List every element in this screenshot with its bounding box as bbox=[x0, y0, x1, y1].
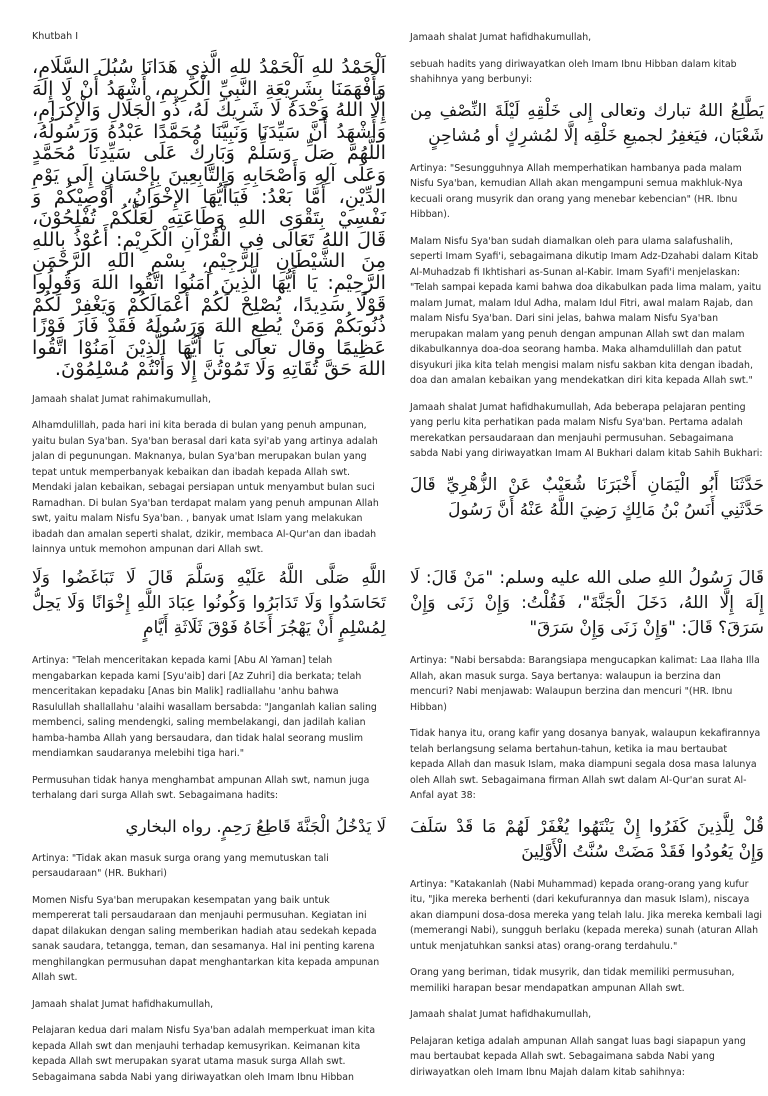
translation-paragraph: Artinya: "Nabi bersabda: Barangsiapa mengucapkan kalimat: Laa Ilaha Illa Allah, akan masuk surga. Saya bertanya: walaupun ia berzina dan mencuri? Nabi menjawab: Walaupun berzina dan mencuri "(HR. Ibnu Hibban) bbox=[410, 655, 760, 713]
arabic-opening-prayer: اَلْحَمْدُ للهِ اَلْحَمْدُ للهِ الَّذِي هَدَانَا سُبُلَ السَّلَامِ، وَأَفْهَمَنَا بِشَرِيْعَةِ النَّبِيِّ الْكَرِيمِ، أَشْهَدُ أَنْ لَا إِلَهَ إِلَّا اللهُ وَحْدَهُ لَا شَرِيكَ لَهُ، ذُو الْجَلَالِ وَالْإِكْرَامِ، وَأَشْهَدُ أَنَّ سَيِّدَنَا وَنَبِيَّنَا مُحَمَّدًا عَبْدُهُ وَرَسُولُهُ، اللَّهُمَّ صَلِّ وَسَلِّمْ وَبَارِكْ عَلَى سَيِّدِنَا مُحَمَّدٍ وَعَلَى آلِهِ وَأَصْحَابِهِ وَالتَّابِعِينَ بِإِحْسَانٍ إِلَى يَوْمِ الدِّيْنِ، أَمَّا بَعْدُ: فَيَاأَيُّهَا الإِخْوَانُ، أُوْصِيْكُمْ وَ نَفْسِيْ بِتَقْوَى اللهِ وَطَاعَتِهِ لَعَلَّكُمْ تُفْلِحُوْنَ، قَالَ اللهُ تَعَالَى فِي الْقُرْآنِ الْكَرِيْمِ: أَعُوْذُ بِاللهِ مِنَ الشَّيْطَانِ الرَّجِيْمِ، بِسْمِ اللهِ الرَّحْمَنِ الرَّحِيْمِ: يَا أَيُّهَا الَّذِينَ آمَنُوا اتَّقُوا اللهَ وَقُولُوا قَوْلًا سَدِيدًا، يُصْلِحْ لَكُمْ أَعْمَالَكُمْ وَيَغْفِرْ لَكُمْ ذُنُوبَكُمْ وَمَنْ يُطِعِ اللهَ وَرَسُولَهُ فَقَدْ فَازَ فَوْزًا عَظِيمًا وقال تعالى يَا أَيُّهَا الَّذِيْنَ آمَنُوْا اتَّقُوا اللهَ حَقَّ تُقَاتِهِ وَلَا تَمُوْتُنَّ إِلَّا وَأَنْتُمْ مُسْلِمُوْنَ. bbox=[32, 55, 386, 381]
body-paragraph: Tidak hanya itu, orang kafir yang dosanya banyak, walaupun kekafirannya telah berlangsung selama bertahun-tahun, ketika ia mau bertaubat kepada Allah dan masuk Islam, maka diampuni segala dosa masa lalunya oleh Allah swt. Sebagaimana firman Allah swt dalam Al-Qur'an surat Al-Anfal ayat 38: bbox=[410, 728, 761, 801]
greeting-paragraph: Jamaah shalat Jumat rahimakumullah, bbox=[32, 393, 211, 405]
arabic-hadith-short: لَا يَدْخُلُ الْجَنَّةَ قَاطِعُ رَحِمٍ. رواه البخاري bbox=[125, 816, 386, 836]
body-paragraph: Alhamdulillah, pada hari ini kita berada di bulan yang penuh ampunan, yaitu bulan Sya'ban. Sya'ban berasal dari kata syi'ab yang artinya adalah jalan di pegunungan. Maknanya, bulan Sya'ban merupakan bulan yang tepat untuk memperbanyak kebaikan dan ibadah kepada Allah swt. Mendaki jalan kebaikan, sebagai persiapan untuk menyambut bulan suci Ramadhan. Di bulan Sya'ban terdapat malam yang penuh ampunan Allah swt, yaitu malam Nisfu Sya'ban. , banyak umat Islam yang melakukan ibadah dan amalan seperti shalat, dzikir, membaca Al-Qur'an dan ibadah lainnya untuk memohon ampunan dari Allah swt. bbox=[32, 420, 379, 556]
body-paragraph: Pelajaran ketiga adalah ampunan Allah sangat luas bagi siapapun yang mau bertaubat kepada Allah swt. Sebagaimana sabda Nabi yang diriwayatkan oleh Imam Ibnu Majah dalam kitab sahihnya: bbox=[410, 1035, 746, 1078]
body-paragraph: sebuah hadits yang diriwayatkan oleh Imam Ibnu Hibban dalam kitab shahihnya yang berbunyi: bbox=[410, 58, 737, 85]
arabic-hadith-chain: حَدَّثَنَا أَبُو الْيَمَانِ أَخْبَرَنَا شُعَيْبٌ عَنْ الزُّهْرِيِّ قَالَ حَدَّثَنِي أَنَسُ بْنُ مَالِكٍ رَضِيَ اللَّهُ عَنْهُ أَنَّ رَسُولَ bbox=[410, 474, 764, 520]
greeting-paragraph: Jamaah shalat Jumat hafidhakumullah, bbox=[410, 1009, 592, 1020]
greeting-paragraph: Jamaah shalat Jumat hafidhakumullah, bbox=[32, 998, 214, 1010]
page-bottom-right bbox=[410, 566, 764, 1091]
arabic-hadith: يَطَّلِعُ اللهُ تبارك وتعالى إِلى خَلْقِهِ لَيْلَةَ النِّصْفِ مِن شَعْبَان، فيَغفِرُ لجميعِ خَلْقِه إلَّا لمُشرِكٍ أو مُشاحِنٍ bbox=[410, 100, 764, 146]
page-top-right bbox=[410, 30, 764, 535]
body-paragraph: Pelajaran kedua dari malam Nisfu Sya'ban adalah memperkuat iman kita kepada Allah swt dan menjauhi terhadap kemusyrikan. Keimanan kita kepada Allah swt merupakan syarat utama masuk surga Allah swt. Sebagaimana sabda Nabi yang diriwayatkan oleh Imam Ibnu Hibban bbox=[32, 1025, 376, 1083]
page-top-left bbox=[32, 30, 386, 569]
body-paragraph: Orang yang beriman, tidak musyrik, dan tidak memiliki permusuhan, memiliki harapan besar mendapatkan ampunan Allah swt. bbox=[410, 967, 735, 994]
body-paragraph: Malam Nisfu Sya'ban sudah diamalkan oleh para ulama salafushalih, seperti Imam Syafi'i, sebagaimana dikutip Imam Adz-Dzahabi dalam Kitab Al-Muhadzab fi Ikhtishari as-Sunan al-Kabir. Imam Syafi'i menjelaskan: "Telah sampai kepada kami bahwa doa dikabulkan pada lima malam, yaitu malam Jumat, malam Idul Adha, malam Idul Fitri, awal malam Rajab, dan malam Nisfu Sya'ban. Dari sini jelas, bahwa malam Nisfu Sya'ban merupakan malam yang penuh dengan ampunan Allah swt dan malam dikabulkannya doa-doa seorang hamba. Maka alhamdulillah dan patut disyukuri jika kita telah mengisi malam nisfu sakban kita dengan ibadah, doa dan amalan kebaikan yang mendekatkan diri kita kepada Allah swt." bbox=[410, 235, 762, 386]
page-bottom-left bbox=[32, 566, 386, 1096]
arabic-hadith: قَالَ رَسُولُ اللهِ صلى الله عليه وسلم: "مَنْ قَالَ: لَا إِلَهَ إِلَّا اللهُ، دَخَلَ الْجَنَّةَ"، فَقُلْتُ: وَإِنْ زَنَى وَإِنْ سَرَقَ؟ قَالَ: "وَإِنْ زَنَى وَإِنْ سَرَقَ" bbox=[410, 568, 764, 638]
translation-paragraph: Artinya: "Tidak akan masuk surga orang yang memutuskan tali persaudaraan" (HR. Bukhari) bbox=[32, 852, 329, 879]
body-paragraph: Momen Nisfu Sya'ban merupakan kesempatan yang baik untuk mempererat tali persaudaraan dan menjauhi permusuhan. Kegiatan ini dapat dilakukan dengan saling memberikan hadiah atau sedekah kepada sanak saudara, tetangga, teman, dan sesamanya. Hal ini penting karena menghilangkan permusuhan dapat menghantarkan kita kepada ampunan Allah swt. bbox=[32, 894, 380, 983]
arabic-quran-verse: قُلْ لِلَّذِينَ كَفَرُوا إِنْ يَنْتَهُوا يُغْفَرْ لَهُمْ مَا قَدْ سَلَفَ وَإِنْ يَعُودُوا فَقَدْ مَضَتْ سُنَّتُ الْأَوَّلِينَ bbox=[410, 816, 764, 862]
body-paragraph: Jamaah shalat Jumat hafidhakumullah, Ada beberapa pelajaran penting yang perlu kita perhatikan pada malam Nisfu Sya'ban. Pertama adalah merekatkan persaudaraan dan menjauhi permusuhan. Sebagaimana sabda Nabi yang diriwayatkan Imam Al Bukhari dalam kitab Sahih Bukhari: bbox=[410, 401, 763, 459]
translation-paragraph: Artinya: "Katakanlah (Nabi Muhammad) kepada orang-orang yang kufur itu, "Jika mereka berhenti (dari kekufurannya dan masuk Islam), niscaya akan diampuni dosa-dosa mereka yang telah lalu. Jika mereka kembali lagi (memerangi Nabi), sungguh berlaku (kepada mereka) sunah (aturan Allah untuk menjatuhkan sanksi atas) orang-orang terdahulu." bbox=[410, 878, 763, 952]
translation-paragraph: Artinya: "Telah menceritakan kepada kami [Abu Al Yaman] telah mengabarkan kepada kami [Syu'aib] dari [Az Zuhri] dia berkata; telah menceritakan kepadaku [Anas bin Malik] radliallahu 'anhu bahwa Rasulullah shallallahu 'alaihi wasallam bersabda: "Janganlah kalian saling membenci, saling mendengki, saling membelakangi, dan jadilah kalian hamba-hamba Allah yang bersaudara, dan tidak halal seorang muslim mendiamkan saudaranya melebihi tiga hari." bbox=[32, 655, 377, 759]
khutbah-heading: Khutbah I bbox=[32, 31, 79, 42]
arabic-hadith: اللَّهِ صَلَّى اللَّهُ عَلَيْهِ وَسَلَّمَ قَالَ لَا تَبَاغَضُوا وَلَا تَحَاسَدُوا وَلَا تَدَابَرُوا وَكُونُوا عِبَادَ اللَّهِ إِخْوَانًا وَلَا يَحِلُّ لِمُسْلِمٍ أَنْ يَهْجُرَ أَخَاهُ فَوْقَ ثَلَاثَةِ أَيَّامٍ bbox=[32, 568, 386, 638]
greeting-paragraph: Jamaah shalat Jumat hafidhakumullah, bbox=[410, 32, 592, 43]
translation-paragraph: Artinya: "Sesungguhnya Allah memperhatikan hambanya pada malam Nisfu Sya'ban, kemudian Allah akan mengampuni semua makhluk-Nya kecuali orang musyrik dan orang yang menebar kebencian" (HR. Ibnu Hibban). bbox=[410, 162, 743, 220]
body-paragraph: Permusuhan tidak hanya menghambat ampunan Allah swt, namun juga terhalang dari surga Allah swt. Sebagaimana hadits: bbox=[32, 774, 370, 801]
